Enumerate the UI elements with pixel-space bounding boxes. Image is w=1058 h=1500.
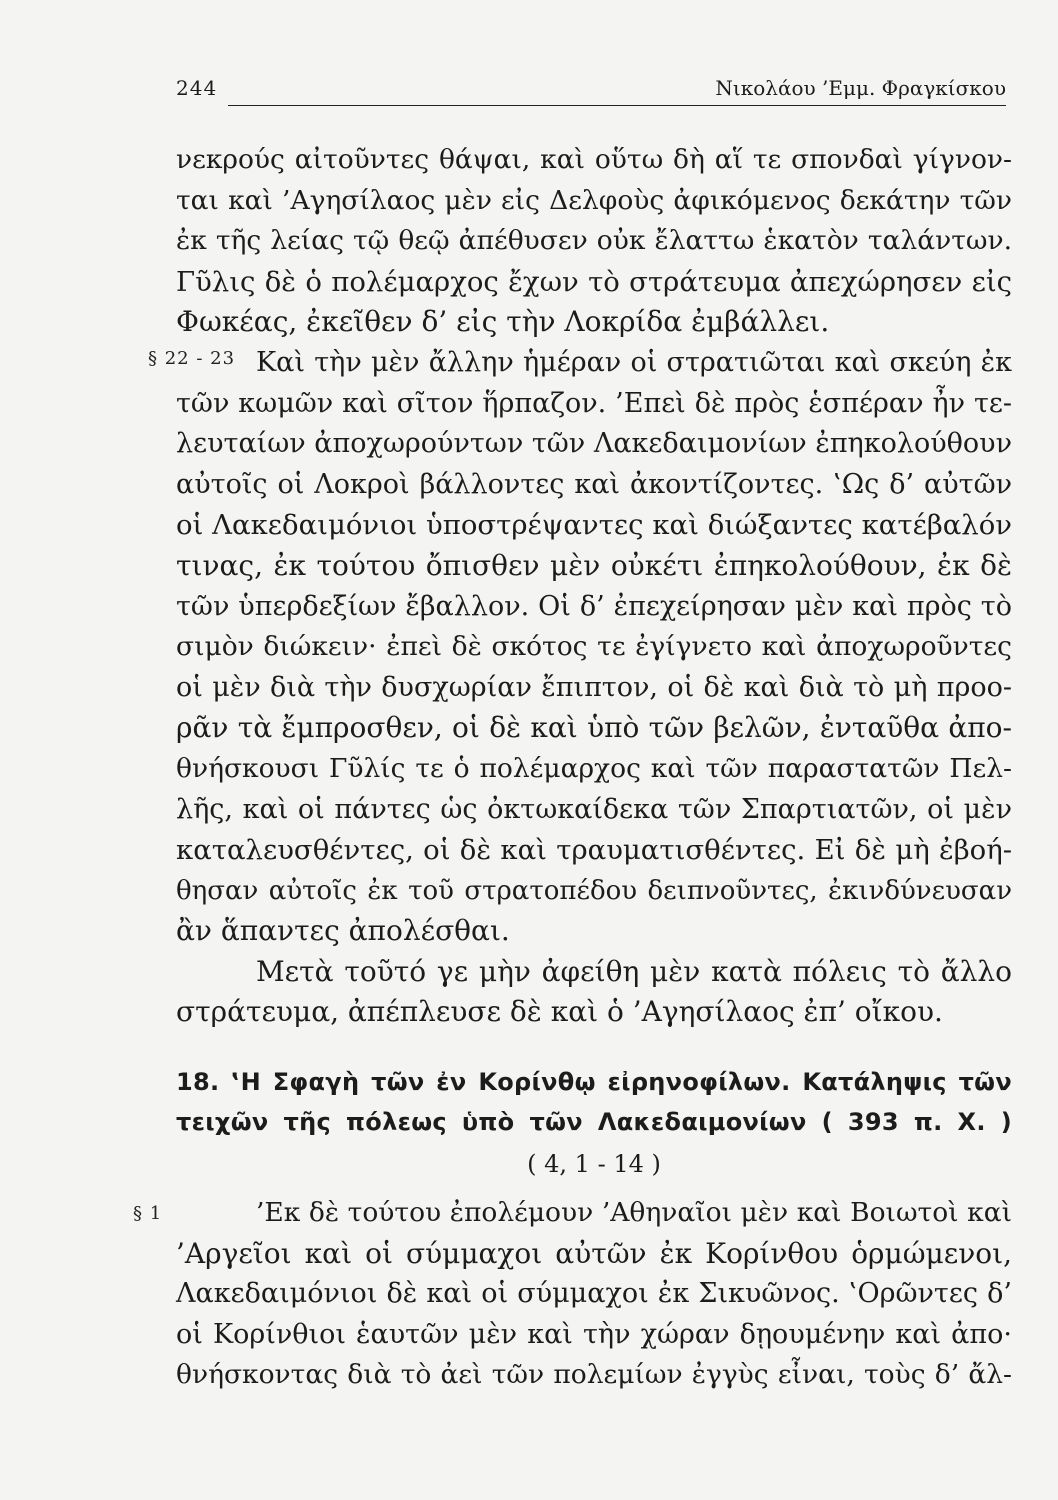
text-line: τῶν ὑπερδεξίων ἔβαλλον. Οἱ δ’ ἐπεχείρησαν μὲν καὶ πρὸς τὸ [176, 590, 1012, 622]
text-line: Καὶ τὴν μὲν ἄλλην ἡμέραν οἱ στρατιῶται καὶ σκεύη ἐκ [256, 346, 1012, 378]
text-line: Μετὰ τοῦτό γε μὴν ἀφείθη μὲν κατὰ πόλεις τὸ ἄλλο [256, 954, 1012, 988]
text-line: ται καὶ ’Αγησίλαος μὲν εἰς Δελφοὺς ἀφικόμενος δεκάτην τῶν [176, 184, 1012, 216]
body-text-section-18 [176, 1193, 1012, 1396]
text-line: θησαν αὐτοῖς ἐκ τοῦ στρατοπέδου δειπνοῦντες, ἐκινδύνευσαν [176, 875, 1012, 906]
text-line: σιμὸν διώκειν· ἐπεὶ δὲ σκότος τε ἐγίγνετο καὶ ἀποχωροῦντες [176, 631, 1012, 663]
header-rule [228, 105, 1006, 106]
text-line: αὐτοῖς οἱ Λοκροὶ βάλλοντες καὶ ἀκοντίζοντες. ‛Ως δ’ αὐτῶν [176, 468, 1012, 500]
text-line: ἂν ἅπαντες ἀπολέσθαι. [176, 914, 510, 948]
text-line: οἱ μὲν διὰ τὴν δυσχωρίαν ἔπιπτον, οἱ δὲ καὶ διὰ τὸ μὴ προο- [176, 671, 1012, 703]
section-title-line: τειχῶν τῆς πόλεως ὑπὸ τῶν Λακεδαιμονίων ( 393 π. Χ. ) [176, 1108, 1012, 1136]
running-title: Νικολάου ’Εμμ. Φραγκίσκου [715, 76, 1006, 100]
text-line: οἱ Κορίνθιοι ἑαυτῶν μὲν καὶ τὴν χώραν δῃουμένην καὶ ἀπο· [176, 1318, 1012, 1350]
text-line: θνήσκουσι Γῦλίς τε ὁ πολέμαρχος καὶ τῶν παραστατῶν Πελ- [176, 752, 1012, 784]
text-line: οἱ Λακεδαιμόνιοι ὑποστρέψαντες καὶ διώξαντες κατέβαλόν [176, 509, 1012, 542]
text-line: νεκρούς αἰτοῦντες θάψαι, καὶ οὕτω δὴ αἵ τε σπονδαὶ γίγνον- [176, 144, 1012, 175]
margin-note-section-22-23: § 22 - 23 [148, 348, 236, 369]
text-line: θνήσκοντας διὰ τὸ ἀεὶ τῶν πολεμίων ἐγγὺς εἶναι, τοὺς δ’ ἄλ- [176, 1359, 1012, 1391]
body-text [176, 140, 1012, 1033]
text-line: ’Εκ δὲ τούτου ἐπολέμουν ’Αθηναῖοι μὲν καὶ Βοιωτοὶ καὶ [256, 1197, 1012, 1228]
text-line: Γῦλις δὲ ὁ πολέμαρχος ἔχων τὸ στράτευμα ἀπεχώρησεν εἰς [176, 265, 1012, 298]
text-line: στράτευμα, ἀπέπλευσε δὲ καὶ ὁ ’Αγησίλαος ἐπ’ οἴκου. [176, 995, 943, 1029]
text-line: Φωκέας, ἐκεῖθεν δ’ εἰς τὴν Λοκρίδα ἐμβάλλει. [176, 305, 830, 339]
text-line: Λακεδαιμόνιοι δὲ καὶ οἱ σύμμαχοι ἐκ Σικυῶνος. ‛Ορῶντες δ’ [176, 1278, 1012, 1310]
text-line: τῶν κωμῶν καὶ σῖτον ἥρπαζον. ’Επεὶ δὲ πρὸς ἑσπέραν ἦν τε- [176, 387, 1012, 419]
text-line: λῆς, καὶ οἱ πάντες ὡς ὀκτωκαίδεκα τῶν Σπαρτιατῶν, οἱ μὲν [176, 793, 1012, 825]
text-line: ἐκ τῆς λείας τῷ θεῷ ἀπέθυσεν οὐκ ἔλαττω ἑκατὸν ταλάντων. [176, 225, 1012, 257]
section-title-line: 18. ‛Η Σφαγὴ τῶν ἐν Κορίνθῳ εἰρηνοφίλων. Κατάληψις τῶν [176, 1068, 1012, 1096]
text-line: λευταίων ἀποχωρούντων τῶν Λακεδαιμονίων ἐπηκολούθουν [176, 428, 1012, 460]
section-reference: ( 4, 1 - 14 ) [527, 1150, 661, 1178]
section-title [176, 1062, 1012, 1142]
text-line: τινας, ἐκ τούτου ὄπισθεν μὲν οὐκέτι ἐπηκολούθουν, ἐκ δὲ [176, 548, 1012, 582]
text-line: καταλευσθέντες, οἱ δὲ καὶ τραυματισθέντες. Εἰ δὲ μὴ ἐβοή- [176, 834, 1012, 867]
text-line: ’Αργεῖοι καὶ οἱ σύμμαχοι αὐτῶν ἐκ Κορίνθου ὁρμώμενοι, [176, 1236, 1012, 1270]
margin-note-section-1: § 1 [133, 1203, 163, 1224]
page-header [176, 72, 1006, 106]
text-line: ρᾶν τὰ ἔμπροσθεν, οἱ δὲ καὶ ὑπὸ τῶν βελῶν, ἐνταῦθα ἀπο- [176, 711, 1012, 745]
page-number: 244 [176, 76, 218, 100]
